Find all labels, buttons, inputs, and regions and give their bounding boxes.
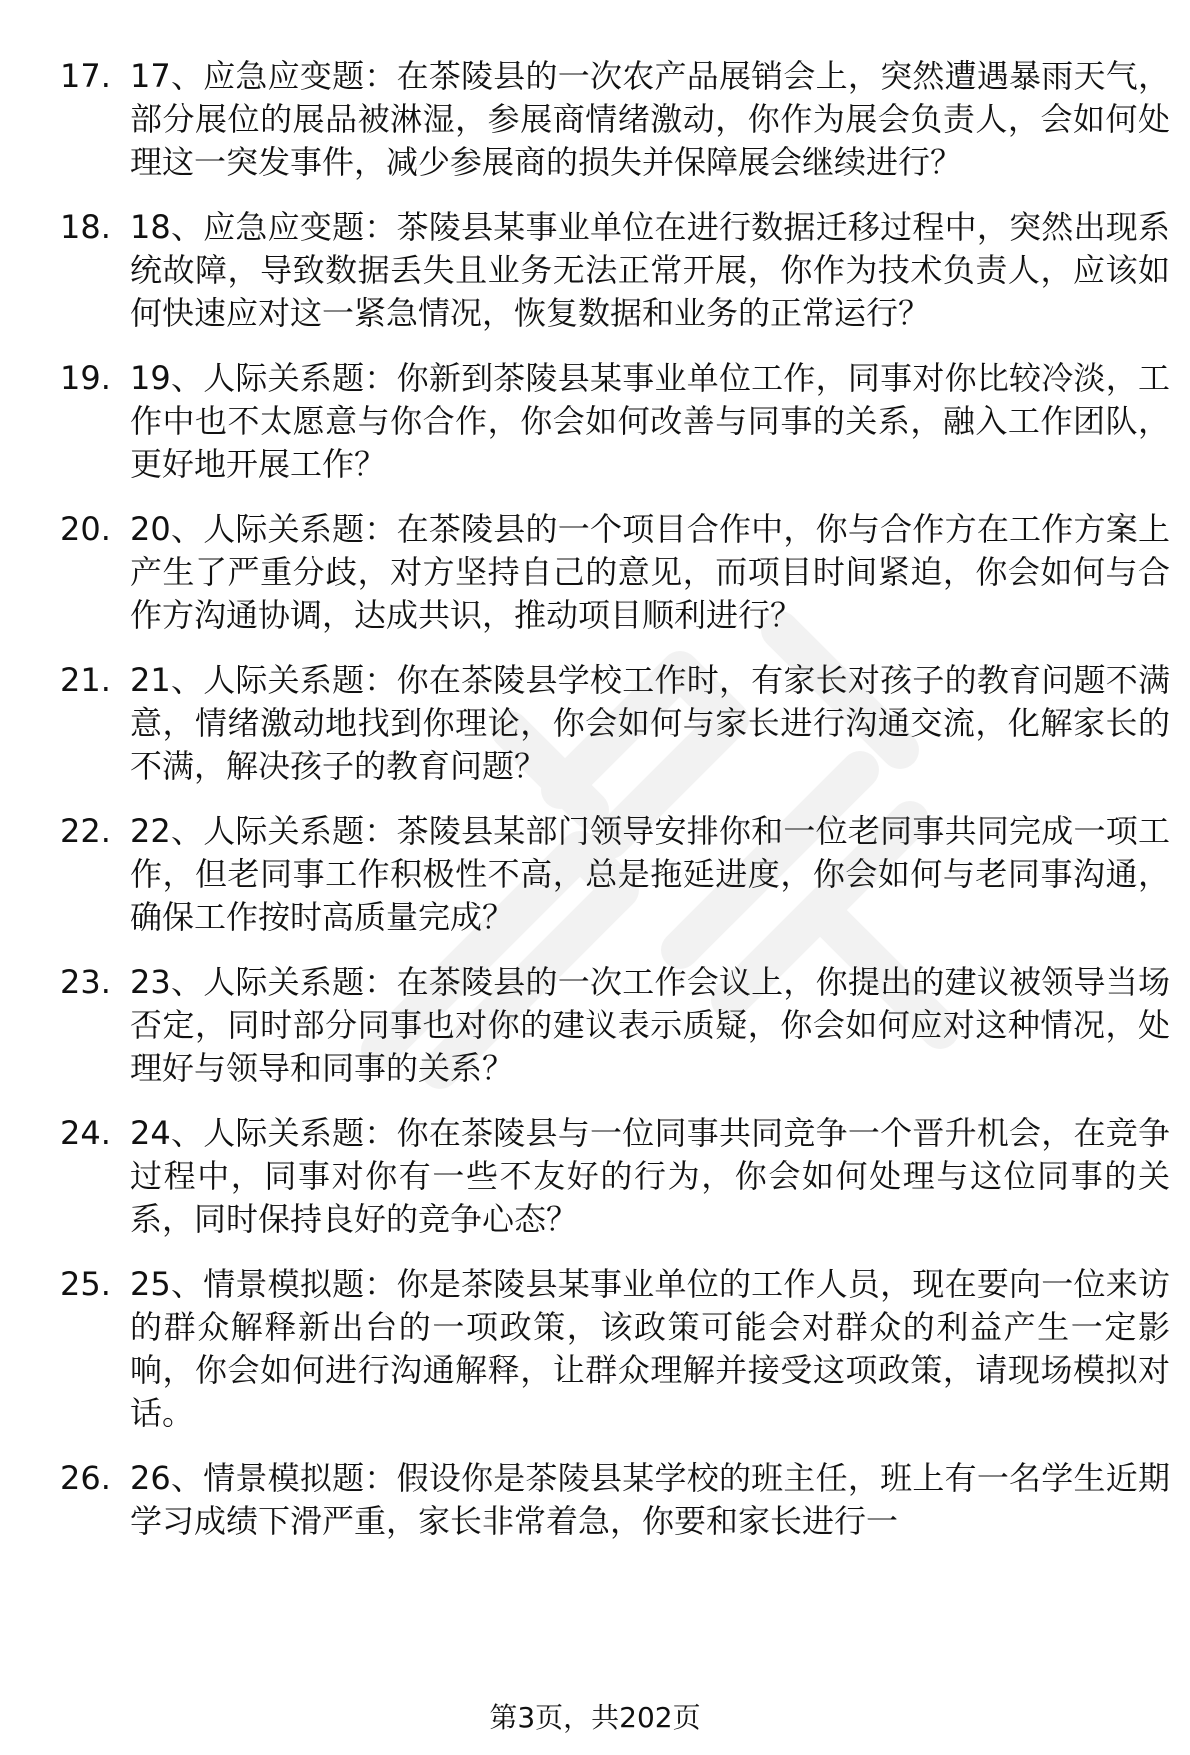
question-number: 25. [60, 1265, 111, 1303]
list-item [60, 1263, 1170, 1435]
question-list [60, 55, 1170, 1565]
page-footer: 第3页，共202页 [489, 1701, 701, 1734]
question-number: 20. [60, 510, 111, 548]
question-number: 22. [60, 812, 111, 850]
question-text: 21、人际关系题：你在茶陵县学校工作时，有家长对孩子的教育问题不满意，情绪激动地找到你理论，你会如何与家长进行沟通交流，化解家长的不满，解决孩子的教育问题？ [130, 661, 1170, 785]
question-number: 18. [60, 208, 111, 246]
question-text: 22、人际关系题：茶陵县某部门领导安排你和一位老同事共同完成一项工作，但老同事工作积极性不高，总是拖延进度，你会如何与老同事沟通，确保工作按时高质量完成？ [130, 812, 1170, 936]
list-item [60, 659, 1170, 788]
question-text: 23、人际关系题：在茶陵县的一次工作会议上，你提出的建议被领导当场否定，同时部分同事也对你的建议表示质疑，你会如何应对这种情况，处理好与领导和同事的关系？ [130, 963, 1170, 1087]
list-item [60, 357, 1170, 486]
question-number: 24. [60, 1114, 111, 1152]
list-item [60, 508, 1170, 637]
question-number: 19. [60, 359, 111, 397]
question-text: 26、情景模拟题：假设你是茶陵县某学校的班主任，班上有一名学生近期学习成绩下滑严重，家长非常着急，你要和家长进行一 [130, 1459, 1170, 1540]
question-text: 17、应急应变题：在茶陵县的一次农产品展销会上，突然遭遇暴雨天气，部分展位的展品被淋湿，参展商情绪激动，你作为展会负责人，会如何处理这一突发事件，减少参展商的损失并保障展会继续进行？ [130, 57, 1170, 181]
list-item [60, 1457, 1170, 1543]
list-item [60, 55, 1170, 184]
question-number: 21. [60, 661, 111, 699]
question-number: 17. [60, 57, 111, 95]
question-number: 26. [60, 1459, 111, 1497]
list-item [60, 810, 1170, 939]
question-text: 18、应急应变题：茶陵县某事业单位在进行数据迁移过程中，突然出现系统故障，导致数据丢失且业务无法正常开展，你作为技术负责人，应该如何快速应对这一紧急情况，恢复数据和业务的正常运行？ [130, 208, 1170, 332]
list-item [60, 1112, 1170, 1241]
list-item [60, 961, 1170, 1090]
question-number: 23. [60, 963, 111, 1001]
question-text: 25、情景模拟题：你是茶陵县某事业单位的工作人员，现在要向一位来访的群众解释新出台的一项政策，该政策可能会对群众的利益产生一定影响，你会如何进行沟通解释，让群众理解并接受这项政策，请现场模拟对话。 [130, 1265, 1170, 1432]
list-item [60, 206, 1170, 335]
question-text: 19、人际关系题：你新到茶陵县某事业单位工作，同事对你比较冷淡，工作中也不太愿意与你合作，你会如何改善与同事的关系，融入工作团队，更好地开展工作？ [130, 359, 1170, 483]
question-text: 24、人际关系题：你在茶陵县与一位同事共同竞争一个晋升机会，在竞争过程中，同事对你有一些不友好的行为，你会如何处理与这位同事的关系，同时保持良好的竞争心态？ [130, 1114, 1170, 1238]
question-text: 20、人际关系题：在茶陵县的一个项目合作中，你与合作方在工作方案上产生了严重分歧，对方坚持自己的意见，而项目时间紧迫，你会如何与合作方沟通协调，达成共识，推动项目顺利进行？ [130, 510, 1170, 634]
